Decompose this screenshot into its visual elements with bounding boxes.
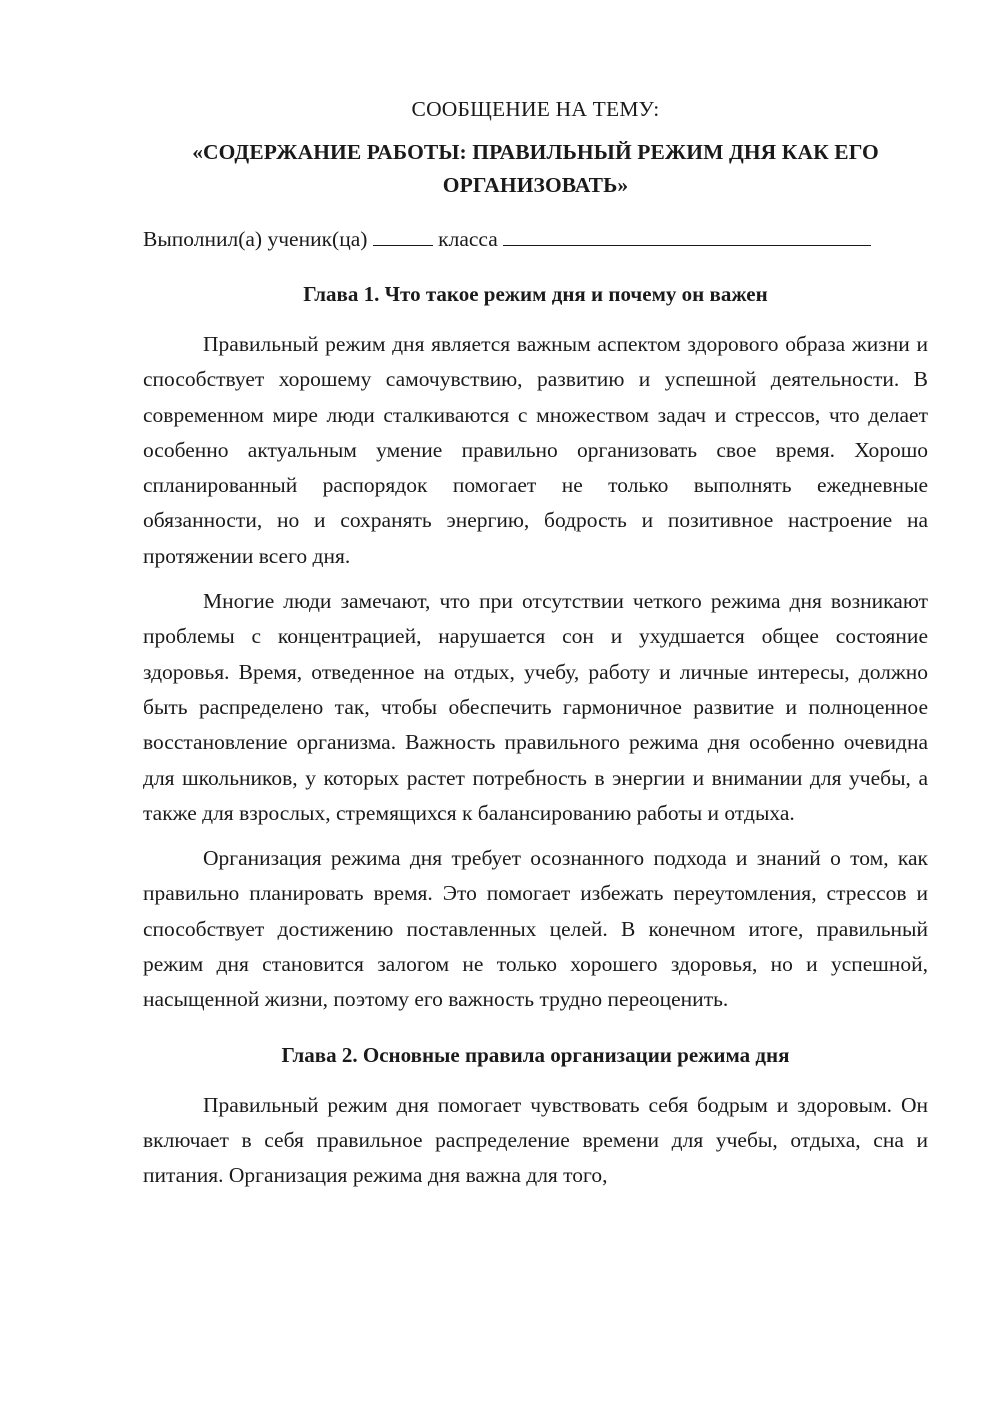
author-line	[143, 223, 928, 255]
heading-top: СООБЩЕНИЕ НА ТЕМУ:	[411, 97, 660, 121]
document-page	[143, 94, 928, 1204]
class-number-blank	[373, 223, 433, 246]
student-name-blank	[503, 223, 871, 246]
chapter-1-paragraph-3: Организация режима дня требует осознанного подхода и знаний о том, как правильно планировать время. Это помогает избежать переутомления, стрессов и способствует достижению поставленных целей. В конечном итоге, правильный режим дня становится залогом не только хорошего здоровья, но и успешной, насыщенной жизни, поэтому его важность трудно переоценить.	[143, 846, 928, 1012]
document-title: «СОДЕРЖАНИЕ РАБОТЫ: ПРАВИЛЬНЫЙ РЕЖИМ ДНЯ КАК ЕГО ОРГАНИЗОВАТЬ»	[192, 140, 879, 197]
chapter-1-title: Глава 1. Что такое режим дня и почему он важен	[303, 282, 768, 306]
chapter-2-title: Глава 2. Основные правила организации режима дня	[281, 1042, 790, 1067]
chapter-1-paragraph-2: Многие люди замечают, что при отсутствии четкого режима дня возникают проблемы с концентрацией, нарушается сон и ухудшается общее состояние здоровья. Время, отведенное на отдых, учебу, работу и личные интересы, должно быть распределено так, чтобы обеспечить гармоничное развитие и полноценное восстановление организма. Важность правильного режима дня особенно очевидна для школьников, у которых растет потребность в энергии и внимании для учебы, а также для взрослых, стремящихся к балансированию работы и отдыха.	[143, 589, 928, 825]
chapter-2-paragraph-1: Правильный режим дня помогает чувствовать себя бодрым и здоровым. Он включает в себя правильное распределение времени для учебы, отдыха, сна и питания. Организация режима дня важна для того,	[143, 1092, 928, 1188]
class-label: класса	[438, 227, 498, 251]
student-label: Выполнил(а) ученик(ца)	[143, 227, 368, 251]
chapter-1-paragraph-1: Правильный режим дня является важным аспектом здорового образа жизни и способствует хорошему самочувствию, развитию и успешной деятельности. В современном мире люди сталкиваются с множеством задач и стрессов, что делает особенно актуальным умение правильно организовать свое время. Хорошо спланированный распорядок помогает не только выполнять ежедневные обязанности, но и сохранять энергию, бодрость и позитивное настроение на протяжении всего дня.	[143, 332, 928, 568]
